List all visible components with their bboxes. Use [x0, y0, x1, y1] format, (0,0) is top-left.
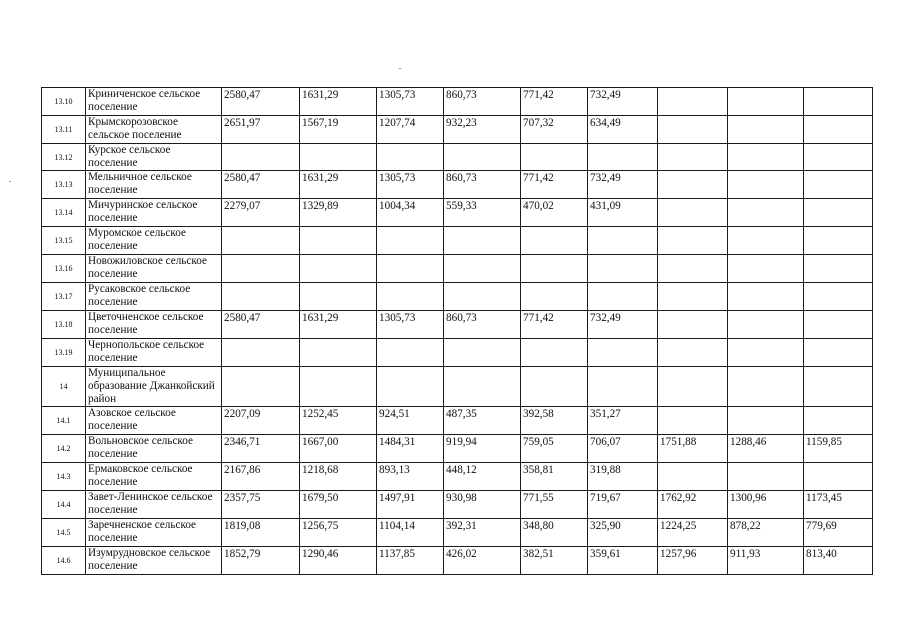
tariff-value-cell: 771,55 — [521, 491, 588, 519]
tariff-value-cell — [728, 311, 804, 339]
tariff-value-cell: 325,90 — [588, 519, 658, 547]
tariff-value-cell — [444, 227, 521, 255]
tariff-value-cell — [521, 227, 588, 255]
tariff-value-cell: 771,42 — [521, 88, 588, 116]
tariff-value-cell — [521, 144, 588, 171]
tariff-value-cell: 924,51 — [377, 407, 444, 435]
settlement-name: Вольновское сельское поселение — [86, 435, 222, 463]
tariff-value-cell: 1159,85 — [804, 435, 873, 463]
tariff-value-cell — [300, 144, 377, 171]
table-row — [42, 463, 873, 491]
tariff-value-cell: 932,23 — [444, 116, 521, 144]
tariff-value-cell — [222, 255, 300, 283]
tariff-value-cell: 2207,09 — [222, 407, 300, 435]
tariff-value-cell: 431,09 — [588, 199, 658, 227]
settlement-name: Криниченское сельское поселение — [86, 88, 222, 116]
tariff-value-cell: 470,02 — [521, 199, 588, 227]
settlement-name: Завет-Ленинское сельское поселение — [86, 491, 222, 519]
tariff-value-cell: 1218,68 — [300, 463, 377, 491]
tariff-value-cell — [804, 144, 873, 171]
tariff-value-cell — [588, 255, 658, 283]
tariff-value-cell: 2580,47 — [222, 311, 300, 339]
tariff-value-cell — [728, 255, 804, 283]
tariff-value-cell — [444, 367, 521, 407]
tariff-value-cell — [728, 463, 804, 491]
tariff-value-cell: 1137,85 — [377, 547, 444, 575]
row-number: 14.2 — [42, 435, 86, 463]
tariff-value-cell — [804, 227, 873, 255]
tariff-value-cell: 771,42 — [521, 171, 588, 199]
tariff-value-cell: 1631,29 — [300, 171, 377, 199]
tariff-value-cell — [658, 116, 728, 144]
tariff-value-cell — [728, 367, 804, 407]
tariff-value-cell: 392,58 — [521, 407, 588, 435]
tariff-value-cell: 779,69 — [804, 519, 873, 547]
tariff-value-cell — [728, 227, 804, 255]
tariff-value-cell: 1004,34 — [377, 199, 444, 227]
tariff-value-cell — [804, 116, 873, 144]
row-number: 13.19 — [42, 339, 86, 367]
tariff-value-cell: 732,49 — [588, 311, 658, 339]
tariff-value-cell — [588, 283, 658, 311]
tariff-value-cell — [222, 144, 300, 171]
tariff-value-cell — [658, 311, 728, 339]
tariff-value-cell: 358,81 — [521, 463, 588, 491]
tariff-value-cell — [658, 144, 728, 171]
table-row — [42, 227, 873, 255]
table-row — [42, 144, 873, 171]
row-number: 14.6 — [42, 547, 86, 575]
table-row — [42, 407, 873, 435]
settlement-name: Заречненское сельское поселение — [86, 519, 222, 547]
tariff-value-cell: 382,51 — [521, 547, 588, 575]
tariff-value-cell: 732,49 — [588, 171, 658, 199]
tariff-value-cell — [222, 367, 300, 407]
settlement-name: Муниципальное образование Джанкойский район — [86, 367, 222, 407]
tariff-value-cell: 1288,46 — [728, 435, 804, 463]
tariff-value-cell — [658, 463, 728, 491]
tariff-value-cell — [728, 283, 804, 311]
row-number: 13.18 — [42, 311, 86, 339]
tariff-value-cell: 1329,89 — [300, 199, 377, 227]
tariff-value-cell: 911,93 — [728, 547, 804, 575]
tariff-value-cell: 359,61 — [588, 547, 658, 575]
tariff-value-cell — [728, 88, 804, 116]
tariff-value-cell — [728, 339, 804, 367]
tariff-value-cell: 813,40 — [804, 547, 873, 575]
settlement-name: Ермаковское сельское поселение — [86, 463, 222, 491]
tariff-value-cell — [658, 255, 728, 283]
tariff-value-cell: 1631,29 — [300, 311, 377, 339]
tariff-value-cell — [377, 367, 444, 407]
tariff-value-cell: 732,49 — [588, 88, 658, 116]
tariff-value-cell: 2167,86 — [222, 463, 300, 491]
tariff-value-cell — [222, 339, 300, 367]
tariff-value-cell — [300, 227, 377, 255]
tariff-value-cell: 919,94 — [444, 435, 521, 463]
table-row — [42, 171, 873, 199]
scan-speck — [399, 68, 401, 69]
tariff-value-cell: 319,88 — [588, 463, 658, 491]
tariff-value-cell: 1484,31 — [377, 435, 444, 463]
tariff-value-cell — [658, 199, 728, 227]
tariff-value-cell — [588, 367, 658, 407]
tariff-value-cell — [804, 463, 873, 491]
settlement-name: Цветочненское сельское поселение — [86, 311, 222, 339]
tariff-value-cell: 706,07 — [588, 435, 658, 463]
tariff-value-cell — [804, 171, 873, 199]
table-row — [42, 199, 873, 227]
tariff-value-cell: 1567,19 — [300, 116, 377, 144]
tariff-value-cell — [377, 339, 444, 367]
settlement-name: Курское сельское поселение — [86, 144, 222, 171]
tariff-value-cell: 1679,50 — [300, 491, 377, 519]
row-number: 13.13 — [42, 171, 86, 199]
tariff-value-cell — [444, 283, 521, 311]
tariff-value-cell: 2580,47 — [222, 88, 300, 116]
tariff-value-cell: 1631,29 — [300, 88, 377, 116]
table-row — [42, 283, 873, 311]
settlement-name: Крымскорозовское сельское поселение — [86, 116, 222, 144]
tariff-value-cell — [658, 407, 728, 435]
tariff-value-cell — [521, 339, 588, 367]
tariff-value-cell: 1207,74 — [377, 116, 444, 144]
tariff-value-cell — [300, 283, 377, 311]
row-number: 14.5 — [42, 519, 86, 547]
settlement-name: Чернопольское сельское поселение — [86, 339, 222, 367]
tariff-value-cell: 1667,00 — [300, 435, 377, 463]
scan-speck — [9, 181, 11, 182]
tariff-value-cell — [444, 255, 521, 283]
tariff-value-cell: 1819,08 — [222, 519, 300, 547]
tariff-value-cell: 860,73 — [444, 88, 521, 116]
tariff-value-cell: 1252,45 — [300, 407, 377, 435]
tariff-value-cell: 1173,45 — [804, 491, 873, 519]
row-number: 13.11 — [42, 116, 86, 144]
table-row — [42, 435, 873, 463]
tariff-value-cell — [728, 144, 804, 171]
table-row — [42, 311, 873, 339]
tariff-value-cell: 1305,73 — [377, 171, 444, 199]
settlement-name: Русаковское сельское поселение — [86, 283, 222, 311]
tariff-value-cell: 559,33 — [444, 199, 521, 227]
tariff-value-cell — [300, 339, 377, 367]
table-row — [42, 491, 873, 519]
tariff-value-cell: 2357,75 — [222, 491, 300, 519]
row-number: 13.10 — [42, 88, 86, 116]
tariff-value-cell: 1497,91 — [377, 491, 444, 519]
tariff-value-cell: 1305,73 — [377, 88, 444, 116]
table-row — [42, 547, 873, 575]
table-body — [42, 88, 873, 575]
settlement-name: Муромское сельское поселение — [86, 227, 222, 255]
table-row — [42, 367, 873, 407]
tariff-value-cell: 351,27 — [588, 407, 658, 435]
tariff-value-cell — [377, 283, 444, 311]
tariff-value-cell: 1256,75 — [300, 519, 377, 547]
tariff-value-cell: 392,31 — [444, 519, 521, 547]
row-number: 13.12 — [42, 144, 86, 171]
tariff-value-cell: 2346,71 — [222, 435, 300, 463]
table-row — [42, 339, 873, 367]
tariff-value-cell: 2580,47 — [222, 171, 300, 199]
tariff-value-cell — [728, 199, 804, 227]
tariff-value-cell: 707,32 — [521, 116, 588, 144]
tariff-value-cell — [804, 407, 873, 435]
tariff-value-cell — [588, 339, 658, 367]
tariff-value-cell: 426,02 — [444, 547, 521, 575]
tariff-value-cell — [804, 88, 873, 116]
tariff-value-cell: 448,12 — [444, 463, 521, 491]
tariff-value-cell — [300, 255, 377, 283]
tariff-value-cell: 1290,46 — [300, 547, 377, 575]
table-row — [42, 519, 873, 547]
tariff-value-cell — [521, 255, 588, 283]
tariff-value-cell: 2279,07 — [222, 199, 300, 227]
tariff-value-cell: 1104,14 — [377, 519, 444, 547]
tariff-value-cell — [222, 227, 300, 255]
tariff-value-cell — [804, 311, 873, 339]
tariff-value-cell — [377, 144, 444, 171]
tariff-value-cell — [521, 367, 588, 407]
tariff-value-cell — [658, 88, 728, 116]
tariff-value-cell — [444, 144, 521, 171]
tariff-value-cell: 1224,25 — [658, 519, 728, 547]
row-number: 14 — [42, 367, 86, 407]
tariff-value-cell — [658, 283, 728, 311]
tariff-value-cell: 878,22 — [728, 519, 804, 547]
tariff-value-cell — [588, 227, 658, 255]
tariff-value-cell: 1305,73 — [377, 311, 444, 339]
settlement-name: Мельничное сельское поселение — [86, 171, 222, 199]
table-row — [42, 88, 873, 116]
tariff-value-cell — [728, 407, 804, 435]
tariff-value-cell — [658, 339, 728, 367]
tariff-value-cell — [658, 171, 728, 199]
tariff-value-cell — [377, 227, 444, 255]
table-row — [42, 255, 873, 283]
tariff-value-cell — [444, 339, 521, 367]
tariff-value-cell: 1751,88 — [658, 435, 728, 463]
tariff-value-cell: 1300,96 — [728, 491, 804, 519]
tariff-value-cell: 487,35 — [444, 407, 521, 435]
tariff-value-cell — [804, 255, 873, 283]
settlement-name: Изумрудновское сельское поселение — [86, 547, 222, 575]
tariff-value-cell: 2651,97 — [222, 116, 300, 144]
tariff-value-cell: 1852,79 — [222, 547, 300, 575]
tariff-value-cell — [222, 283, 300, 311]
tariff-value-cell: 1762,92 — [658, 491, 728, 519]
tariff-value-cell — [728, 116, 804, 144]
row-number: 14.3 — [42, 463, 86, 491]
tariff-value-cell: 1257,96 — [658, 547, 728, 575]
row-number: 13.14 — [42, 199, 86, 227]
tariff-value-cell — [658, 367, 728, 407]
tariff-value-cell — [804, 199, 873, 227]
tariff-value-cell — [804, 367, 873, 407]
tariff-value-cell — [588, 144, 658, 171]
row-number: 13.16 — [42, 255, 86, 283]
tariff-value-cell: 860,73 — [444, 171, 521, 199]
tariff-value-cell: 634,49 — [588, 116, 658, 144]
settlement-name: Азовское сельское поселение — [86, 407, 222, 435]
tariff-value-cell — [658, 227, 728, 255]
row-number: 13.15 — [42, 227, 86, 255]
settlement-name: Новожиловское сельское поселение — [86, 255, 222, 283]
tariff-value-cell: 771,42 — [521, 311, 588, 339]
row-number: 14.1 — [42, 407, 86, 435]
tariff-value-cell — [728, 171, 804, 199]
tariff-table — [41, 87, 873, 575]
row-number: 14.4 — [42, 491, 86, 519]
tariff-value-cell: 860,73 — [444, 311, 521, 339]
tariff-value-cell — [300, 367, 377, 407]
tariff-value-cell — [521, 283, 588, 311]
table-row — [42, 116, 873, 144]
tariff-value-cell: 759,05 — [521, 435, 588, 463]
tariff-value-cell: 930,98 — [444, 491, 521, 519]
tariff-value-cell: 348,80 — [521, 519, 588, 547]
row-number: 13.17 — [42, 283, 86, 311]
tariff-value-cell — [804, 339, 873, 367]
tariff-value-cell — [377, 255, 444, 283]
tariff-value-cell — [804, 283, 873, 311]
tariff-value-cell: 893,13 — [377, 463, 444, 491]
tariff-value-cell: 719,67 — [588, 491, 658, 519]
settlement-name: Мичуринское сельское поселение — [86, 199, 222, 227]
